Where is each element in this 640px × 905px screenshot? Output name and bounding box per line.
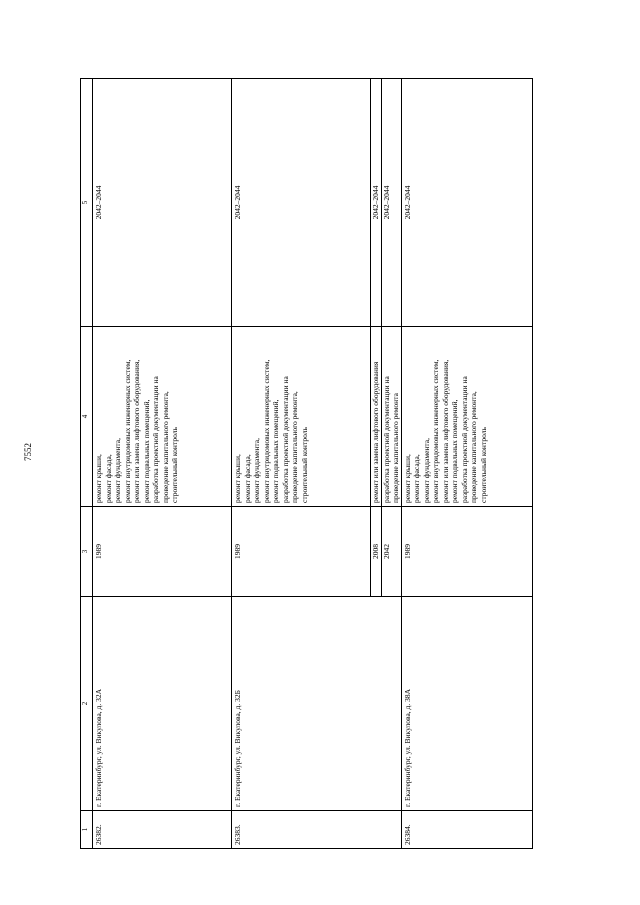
work-item: ремонт фасада, [242, 454, 252, 503]
row-address: г. Екатеринбург, ул. Викулова, д. 32А [93, 597, 232, 811]
table-row [401, 79, 532, 849]
row-address: г. Екатеринбург, ул. Викулова, д. 38А [401, 597, 532, 811]
rotated-table-sheet [80, 79, 488, 849]
work-item: ремонт фасада, [103, 454, 113, 503]
work-item: ремонт фундамента, [113, 438, 122, 503]
work-item: строительный контроль [170, 427, 179, 503]
subrow-works [371, 327, 382, 507]
work-item: ремонт подвальных помещений, [450, 399, 459, 503]
work-item: ремонт подвальных помещений, [271, 399, 280, 503]
work-item: разработка проектной документации на [151, 376, 160, 503]
page-number: 7552 [23, 443, 33, 461]
row-number: 26382. [93, 811, 232, 849]
work-item: ремонт или замена лифтового оборудования, [132, 359, 141, 503]
row-year: 1989 [232, 507, 371, 597]
work-item: ремонт фундамента, [421, 438, 431, 503]
work-item: разработка проектной документации на [280, 376, 290, 503]
work-item: ремонт внутридомовых инженерных систем, [431, 359, 440, 503]
row-works [401, 327, 532, 507]
column-header-2: 2 [81, 597, 93, 811]
table-row [93, 79, 232, 849]
work-item: ремонт внутридомовых инженерных систем, [261, 359, 271, 503]
work-item: проведение капитального ремонта [391, 393, 400, 503]
row-number: 26383. [232, 811, 402, 849]
column-header-1: 1 [81, 811, 93, 849]
column-header-4: 4 [81, 327, 93, 507]
work-item: проведение капитального ремонта, [160, 391, 170, 503]
row-number: 26384. [401, 811, 532, 849]
subrow-year: 2008 [371, 507, 382, 597]
work-item: ремонт подвальных помещений, [141, 399, 151, 503]
row-year: 1989 [401, 507, 532, 597]
work-item: проведение капитального ремонта, [469, 391, 478, 503]
work-item: ремонт крыши, [402, 454, 412, 503]
row-works [232, 327, 371, 507]
column-number-row [81, 79, 93, 849]
work-item: разработка проектной документации на [381, 376, 391, 503]
column-header-5: 5 [81, 79, 93, 327]
row-address: г. Екатеринбург, ул. Викулова, д. 32Б [232, 597, 402, 811]
column-header-3: 3 [81, 507, 93, 597]
work-item: разработка проектной документации на [459, 376, 469, 503]
work-item: строительный контроль [299, 427, 309, 503]
row-period: 2042–2044 [93, 79, 232, 327]
row-year: 1989 [93, 507, 232, 597]
subrow-year: 2042 [381, 507, 401, 597]
work-item: ремонт фасада, [412, 454, 421, 503]
work-item: строительный контроль [478, 427, 488, 503]
row-period: 2042–2044 [232, 79, 371, 327]
work-item: ремонт или замена лифтового оборудования [371, 361, 380, 503]
repair-schedule-table [80, 78, 533, 849]
work-item: ремонт крыши, [233, 454, 242, 503]
row-works [93, 327, 232, 507]
work-item: проведение капитального ремонта, [290, 391, 299, 503]
work-item: ремонт фундамента, [252, 438, 261, 503]
row-period: 2042–2044 [401, 79, 532, 327]
work-item: ремонт или замена лифтового оборудования, [440, 359, 450, 503]
work-item: ремонт крыши, [94, 454, 103, 503]
subrow-period: 2042–2044 [381, 79, 401, 327]
subrow-period: 2042–2044 [371, 79, 382, 327]
table-row [232, 79, 371, 849]
work-item: ремонт внутридомовых инженерных систем, [122, 359, 132, 503]
subrow-works [381, 327, 401, 507]
table-rotation-wrapper [80, 79, 488, 849]
